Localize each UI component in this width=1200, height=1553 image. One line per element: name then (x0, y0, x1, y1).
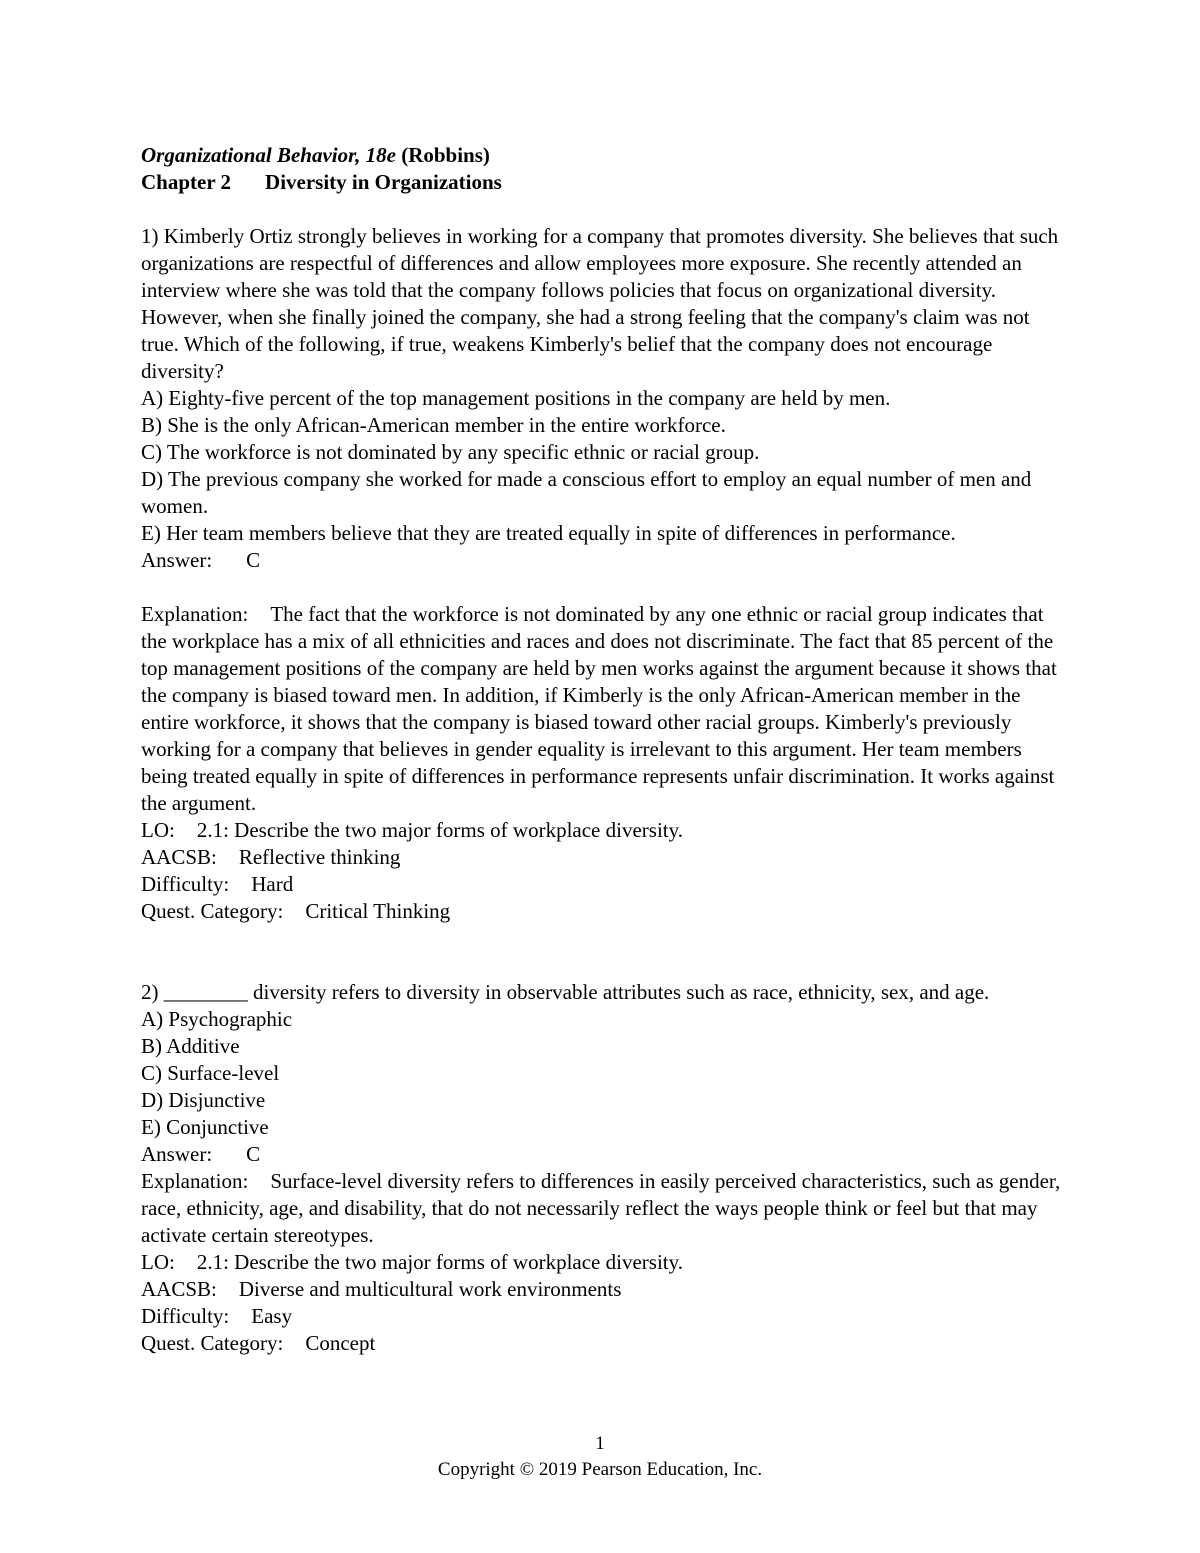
answer-value: C (246, 548, 261, 572)
answer-label: Answer: (141, 1142, 213, 1166)
lo-label: LO: (141, 1250, 175, 1274)
option-d: D) Disjunctive (141, 1088, 266, 1112)
lo-label: LO: (141, 818, 175, 842)
option-a: A) Psychographic (141, 1007, 293, 1031)
category-label: Quest. Category: (141, 899, 284, 923)
difficulty-label: Difficulty: (141, 872, 230, 896)
category-line (141, 898, 1071, 925)
answer-line (141, 1141, 1071, 1168)
question-stem: 2) ________ diversity refers to diversity in observable attributes such as race, ethnicity, sex, and age. (141, 980, 990, 1004)
option-c: C) Surface-level (141, 1061, 280, 1085)
question-stem: 1) Kimberly Ortiz strongly believes in working for a company that promotes diversity. She believes that such organizations are respectful of differences and allow employees more exposure. She recently attended an interview where she was told that the company follows policies that focus on organizational diversity. However, when she finally joined the company, she had a strong feeling that the company's claim was not true. Which of the following, if true, weakens Kimberly's belief that the company does not encourage diversity? (141, 224, 1059, 383)
difficulty-value: Easy (251, 1304, 293, 1328)
option-c: C) The workforce is not dominated by any specific ethnic or racial group. (141, 440, 760, 464)
explanation-label: Explanation: (141, 602, 249, 626)
aacsb-line (141, 844, 1071, 871)
page-number: 1 (595, 1433, 605, 1454)
explanation-text: Surface-level diversity refers to differences in easily perceived characteristics, such as gender, race, ethnicity, age, and disability, that do not necessarily reflect the ways people think or feel but that may activate certain stereotypes. (141, 1169, 1061, 1247)
lo-value: 2.1: Describe the two major forms of workplace diversity. (196, 818, 683, 842)
difficulty-line (141, 871, 1071, 898)
explanation-line (141, 601, 1071, 817)
answer-line (141, 547, 1071, 574)
category-value: Critical Thinking (305, 899, 451, 923)
copyright-notice: Copyright © 2019 Pearson Education, Inc. (437, 1459, 763, 1480)
question-1 (141, 223, 1071, 925)
option-b: B) Additive (141, 1034, 240, 1058)
option-a: A) Eighty-five percent of the top management positions in the company are held by men. (141, 386, 891, 410)
answer-value: C (246, 1142, 261, 1166)
chapter-label: Chapter 2 (141, 170, 232, 194)
chapter-topic: Diversity in Organizations (265, 170, 502, 194)
book-author: (Robbins) (401, 143, 490, 167)
lo-value: 2.1: Describe the two major forms of workplace diversity. (196, 1250, 683, 1274)
book-title-line (141, 142, 1071, 169)
aacsb-label: AACSB: (141, 1277, 217, 1301)
category-value: Concept (305, 1331, 376, 1355)
lo-line (141, 817, 1071, 844)
category-line (141, 1330, 1071, 1357)
difficulty-value: Hard (251, 872, 294, 896)
chapter-heading (141, 169, 1071, 196)
difficulty-label: Difficulty: (141, 1304, 230, 1328)
option-b: B) She is the only African-American member in the entire workforce. (141, 413, 726, 437)
option-e: E) Her team members believe that they are treated equally in spite of differences in performance. (141, 521, 956, 545)
aacsb-value: Reflective thinking (238, 845, 401, 869)
book-title: Organizational Behavior, 18e (141, 143, 396, 167)
answer-label: Answer: (141, 548, 213, 572)
category-label: Quest. Category: (141, 1331, 284, 1355)
aacsb-label: AACSB: (141, 845, 217, 869)
option-d: D) The previous company she worked for made a conscious effort to employ an equal number of men and women. (141, 467, 1032, 518)
question-2 (141, 979, 1071, 1357)
option-e: E) Conjunctive (141, 1115, 269, 1139)
page-content (141, 142, 1071, 1357)
lo-line (141, 1249, 1071, 1276)
aacsb-value: Diverse and multicultural work environments (238, 1277, 622, 1301)
aacsb-line (141, 1276, 1071, 1303)
explanation-label: Explanation: (141, 1169, 249, 1193)
explanation-line (141, 1168, 1071, 1249)
explanation-text: The fact that the workforce is not dominated by any one ethnic or racial group indicates that the workplace has a mix of all ethnicities and races and does not discriminate. The fact that 85 percent of the top management positions of the company are held by men works against the argument because it shows that the company is biased toward men. In addition, if Kimberly is the only African-American member in the entire workforce, it shows that the company is biased toward other racial groups. Kimberly's previously working for a company that believes in gender equality is irrelevant to this argument. Her team members being treated equally in spite of differences in performance represents unfair discrimination. It works against the argument. (141, 602, 1057, 815)
difficulty-line (141, 1303, 1071, 1330)
